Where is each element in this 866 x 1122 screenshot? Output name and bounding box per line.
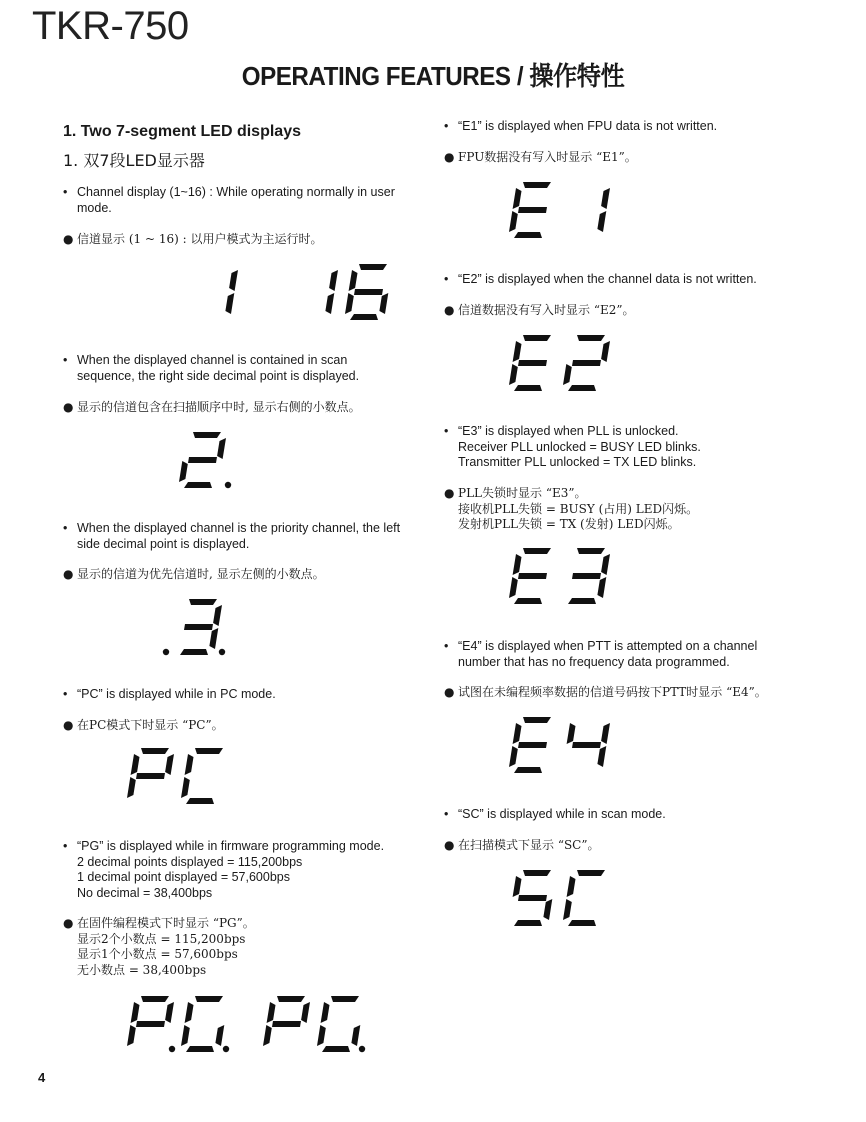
segment-a [195, 996, 223, 1002]
segment-b [601, 723, 610, 744]
segment-a [193, 432, 221, 438]
led-digit-1 [325, 270, 338, 314]
segment-e [181, 1025, 190, 1046]
display-e1 [508, 180, 608, 242]
segment-f [513, 876, 522, 897]
segment-a [577, 548, 605, 554]
display-e4 [508, 715, 608, 777]
segment-g [572, 742, 601, 748]
pc-desc-en: • “PC” is displayed while in PC mode. [63, 687, 276, 701]
e4-desc-en: • “E4” is displayed when PTT is attempted on a channel number that has no frequency data programmed. [444, 639, 758, 669]
segment-d [322, 1046, 350, 1052]
segment-e [317, 1025, 326, 1046]
segment-a [523, 182, 551, 188]
priority-desc-zh: ● 显示的信道为优先信道时, 显示左侧的小数点。 [63, 567, 325, 581]
led-digit-4 [567, 723, 610, 767]
segment-d [514, 920, 542, 926]
priority-desc-en: • When the displayed channel is the priority channel, the left side decimal point is displayed. [63, 521, 401, 551]
segment-a [359, 264, 387, 270]
led-digit-e [509, 717, 551, 773]
segment-c [597, 746, 606, 767]
segment-f [131, 1002, 140, 1023]
segment-d [350, 314, 378, 320]
segment-d [186, 1046, 214, 1052]
pg-desc-zh: ● 在固件编程模式下时显示 “PG”。 显示2个小数点 = 115,200bps 显示1个小数点 = 57,600bps 无小数点 = 38,400bps [63, 916, 255, 977]
segment-e [127, 1025, 136, 1046]
display-e2 [508, 333, 608, 395]
segment-g [188, 457, 217, 463]
segment-e [563, 899, 572, 920]
page-title: OPERATING FEATURES / 操作特性 [241, 61, 625, 91]
segment-e [181, 777, 190, 798]
segment-d [568, 385, 596, 391]
e3-desc-en: • “E3” is displayed when PLL is unlocked. Receiver PLL unlocked = BUSY LED blinks. Transmitter PLL unlocked = TX LED blinks. [444, 424, 701, 469]
e1-desc-zh: ● FPU数据没有写入时显示 “E1”。 [444, 150, 637, 164]
led-digit-1 [597, 188, 610, 232]
pg-desc-en: • “PG” is displayed while in firmware programming mode. 2 decimal points displayed = 115,200bps 1 decimal point displayed = 57,600bps No decimal = 38,400bps [63, 839, 385, 900]
segment-g [518, 360, 547, 366]
segment-a [195, 748, 223, 754]
scan-desc-en: • When the displayed channel is contained in scan sequence, the right side decimal point is displayed. [63, 353, 360, 383]
segment-g [518, 573, 547, 579]
segment-g [572, 573, 601, 579]
segment-c [597, 577, 606, 598]
segment-c [379, 293, 388, 314]
segment-e [263, 1025, 272, 1046]
segment-a [277, 996, 305, 1002]
segment-b [213, 605, 222, 626]
segment-d [568, 598, 596, 604]
segment-b [601, 188, 610, 209]
segment-d [180, 649, 208, 655]
segment-f [513, 723, 522, 744]
segment-d [514, 767, 542, 773]
led-digit-3 [180, 599, 222, 655]
segment-f [185, 754, 194, 775]
segment-g [518, 207, 547, 213]
segment-e [509, 211, 518, 232]
segment-a [577, 335, 605, 341]
decimal-point-right [219, 649, 225, 655]
led-digit-e [509, 548, 551, 604]
led-digit-g [181, 996, 224, 1052]
model-name: TKR-750 [32, 4, 189, 48]
decimal-point [359, 1046, 365, 1052]
segment-a [523, 548, 551, 554]
pc-desc-zh: ● 在PC模式下时显示 “PC”。 [63, 718, 224, 732]
segment-g [136, 1021, 165, 1027]
channel-desc-en: • Channel display (1~16) : While operating normally in user mode. [63, 185, 395, 215]
page-number: 4 [38, 1070, 46, 1085]
segment-f [131, 754, 140, 775]
segment-b [217, 438, 226, 459]
segment-c [215, 1025, 224, 1046]
segment-g [184, 624, 213, 630]
segment-g [136, 773, 165, 779]
led-digit-2 [179, 432, 226, 488]
led-digit-1 [225, 270, 238, 314]
sc-desc-en: • “SC” is displayed while in scan mode. [444, 807, 666, 821]
segment-c [209, 628, 218, 649]
led-digit-p [263, 996, 310, 1046]
segment-f [513, 341, 522, 362]
led-digit-p [127, 748, 174, 798]
led-digit-6 [345, 264, 388, 320]
segment-f [267, 1002, 276, 1023]
segment-f [513, 188, 522, 209]
e3-desc-zh: ● PLL失锁时显示 “E3”。 接收机PLL失锁 = BUSY (占用) LED闪烁。 发射机PLL失锁 = TX (发射) LED闪烁。 [444, 486, 699, 531]
sc-desc-zh: ● 在扫描模式下显示 “SC”。 [444, 838, 600, 852]
display-priority-3 [160, 597, 230, 659]
segment-b [165, 1002, 174, 1023]
segment-d [514, 598, 542, 604]
decimal-point [169, 1046, 175, 1052]
segment-g [572, 360, 601, 366]
segment-a [577, 870, 605, 876]
decimal-point-left [163, 649, 169, 655]
segment-f [321, 1002, 330, 1023]
segment-a [189, 599, 217, 605]
led-digit-3 [568, 548, 610, 604]
e2-desc-en: • “E2” is displayed when the channel data is not written. [444, 272, 757, 286]
display-sc [508, 868, 608, 930]
e1-desc-en: • “E1” is displayed when FPU data is not written. [444, 119, 718, 133]
segment-b [329, 270, 338, 291]
segment-g [518, 742, 547, 748]
segment-f [185, 1002, 194, 1023]
segment-a [523, 870, 551, 876]
segment-d [568, 920, 596, 926]
segment-d [184, 482, 212, 488]
segment-e [509, 746, 518, 767]
led-digit-g [317, 996, 360, 1052]
segment-b [165, 754, 174, 775]
display-e3 [508, 546, 608, 608]
segment-c [597, 211, 606, 232]
segment-e [179, 461, 188, 482]
segment-g [354, 289, 383, 295]
led-digit-s [513, 870, 553, 926]
segment-c [543, 899, 552, 920]
led-digit-c [563, 870, 605, 926]
segment-f [567, 723, 576, 744]
segment-a [141, 996, 169, 1002]
segment-c [325, 293, 334, 314]
segment-g [518, 895, 547, 901]
segment-b [301, 1002, 310, 1023]
segment-a [523, 717, 551, 723]
display-scan-2 [178, 430, 238, 492]
display-channel-1-16 [190, 262, 370, 324]
segment-d [514, 232, 542, 238]
segment-f [513, 554, 522, 575]
led-digit-p [127, 996, 174, 1046]
segment-b [601, 554, 610, 575]
segment-e [509, 577, 518, 598]
display-pc [126, 746, 226, 808]
decimal-point-right [225, 482, 231, 488]
channel-desc-zh: ● 信道显示 (1 ~ 16) : 以用户模式为主运行时。 [63, 232, 323, 246]
led-digit-e [509, 335, 551, 391]
segment-c [225, 293, 234, 314]
led-digit-c [181, 748, 223, 804]
led-digit-2 [563, 335, 610, 391]
segment-b [601, 341, 610, 362]
segment-e [127, 777, 136, 798]
display-pg-examples [126, 994, 376, 1056]
segment-d [514, 385, 542, 391]
segment-d [186, 798, 214, 804]
led-digit-e [509, 182, 551, 238]
segment-e [563, 364, 572, 385]
segment-e [345, 293, 354, 314]
segment-c [351, 1025, 360, 1046]
segment-a [141, 748, 169, 754]
segment-f [567, 876, 576, 897]
section-title-en: 1. Two 7-segment LED displays [63, 123, 301, 140]
e2-desc-zh: ● 信道数据没有写入时显示 “E2”。 [444, 303, 635, 317]
segment-f [349, 270, 358, 291]
segment-b [229, 270, 238, 291]
segment-a [523, 335, 551, 341]
segment-g [272, 1021, 301, 1027]
segment-a [331, 996, 359, 1002]
decimal-point [223, 1046, 229, 1052]
e4-desc-zh: ● 试图在未编程频率数据的信道号码按下PTT时显示 “E4”。 [444, 685, 767, 699]
section-title-zh: 1. 双7段LED显示器 [63, 151, 205, 170]
scan-desc-zh: ● 显示的信道包含在扫描顺序中时, 显示右侧的小数点。 [63, 400, 361, 414]
segment-e [509, 364, 518, 385]
